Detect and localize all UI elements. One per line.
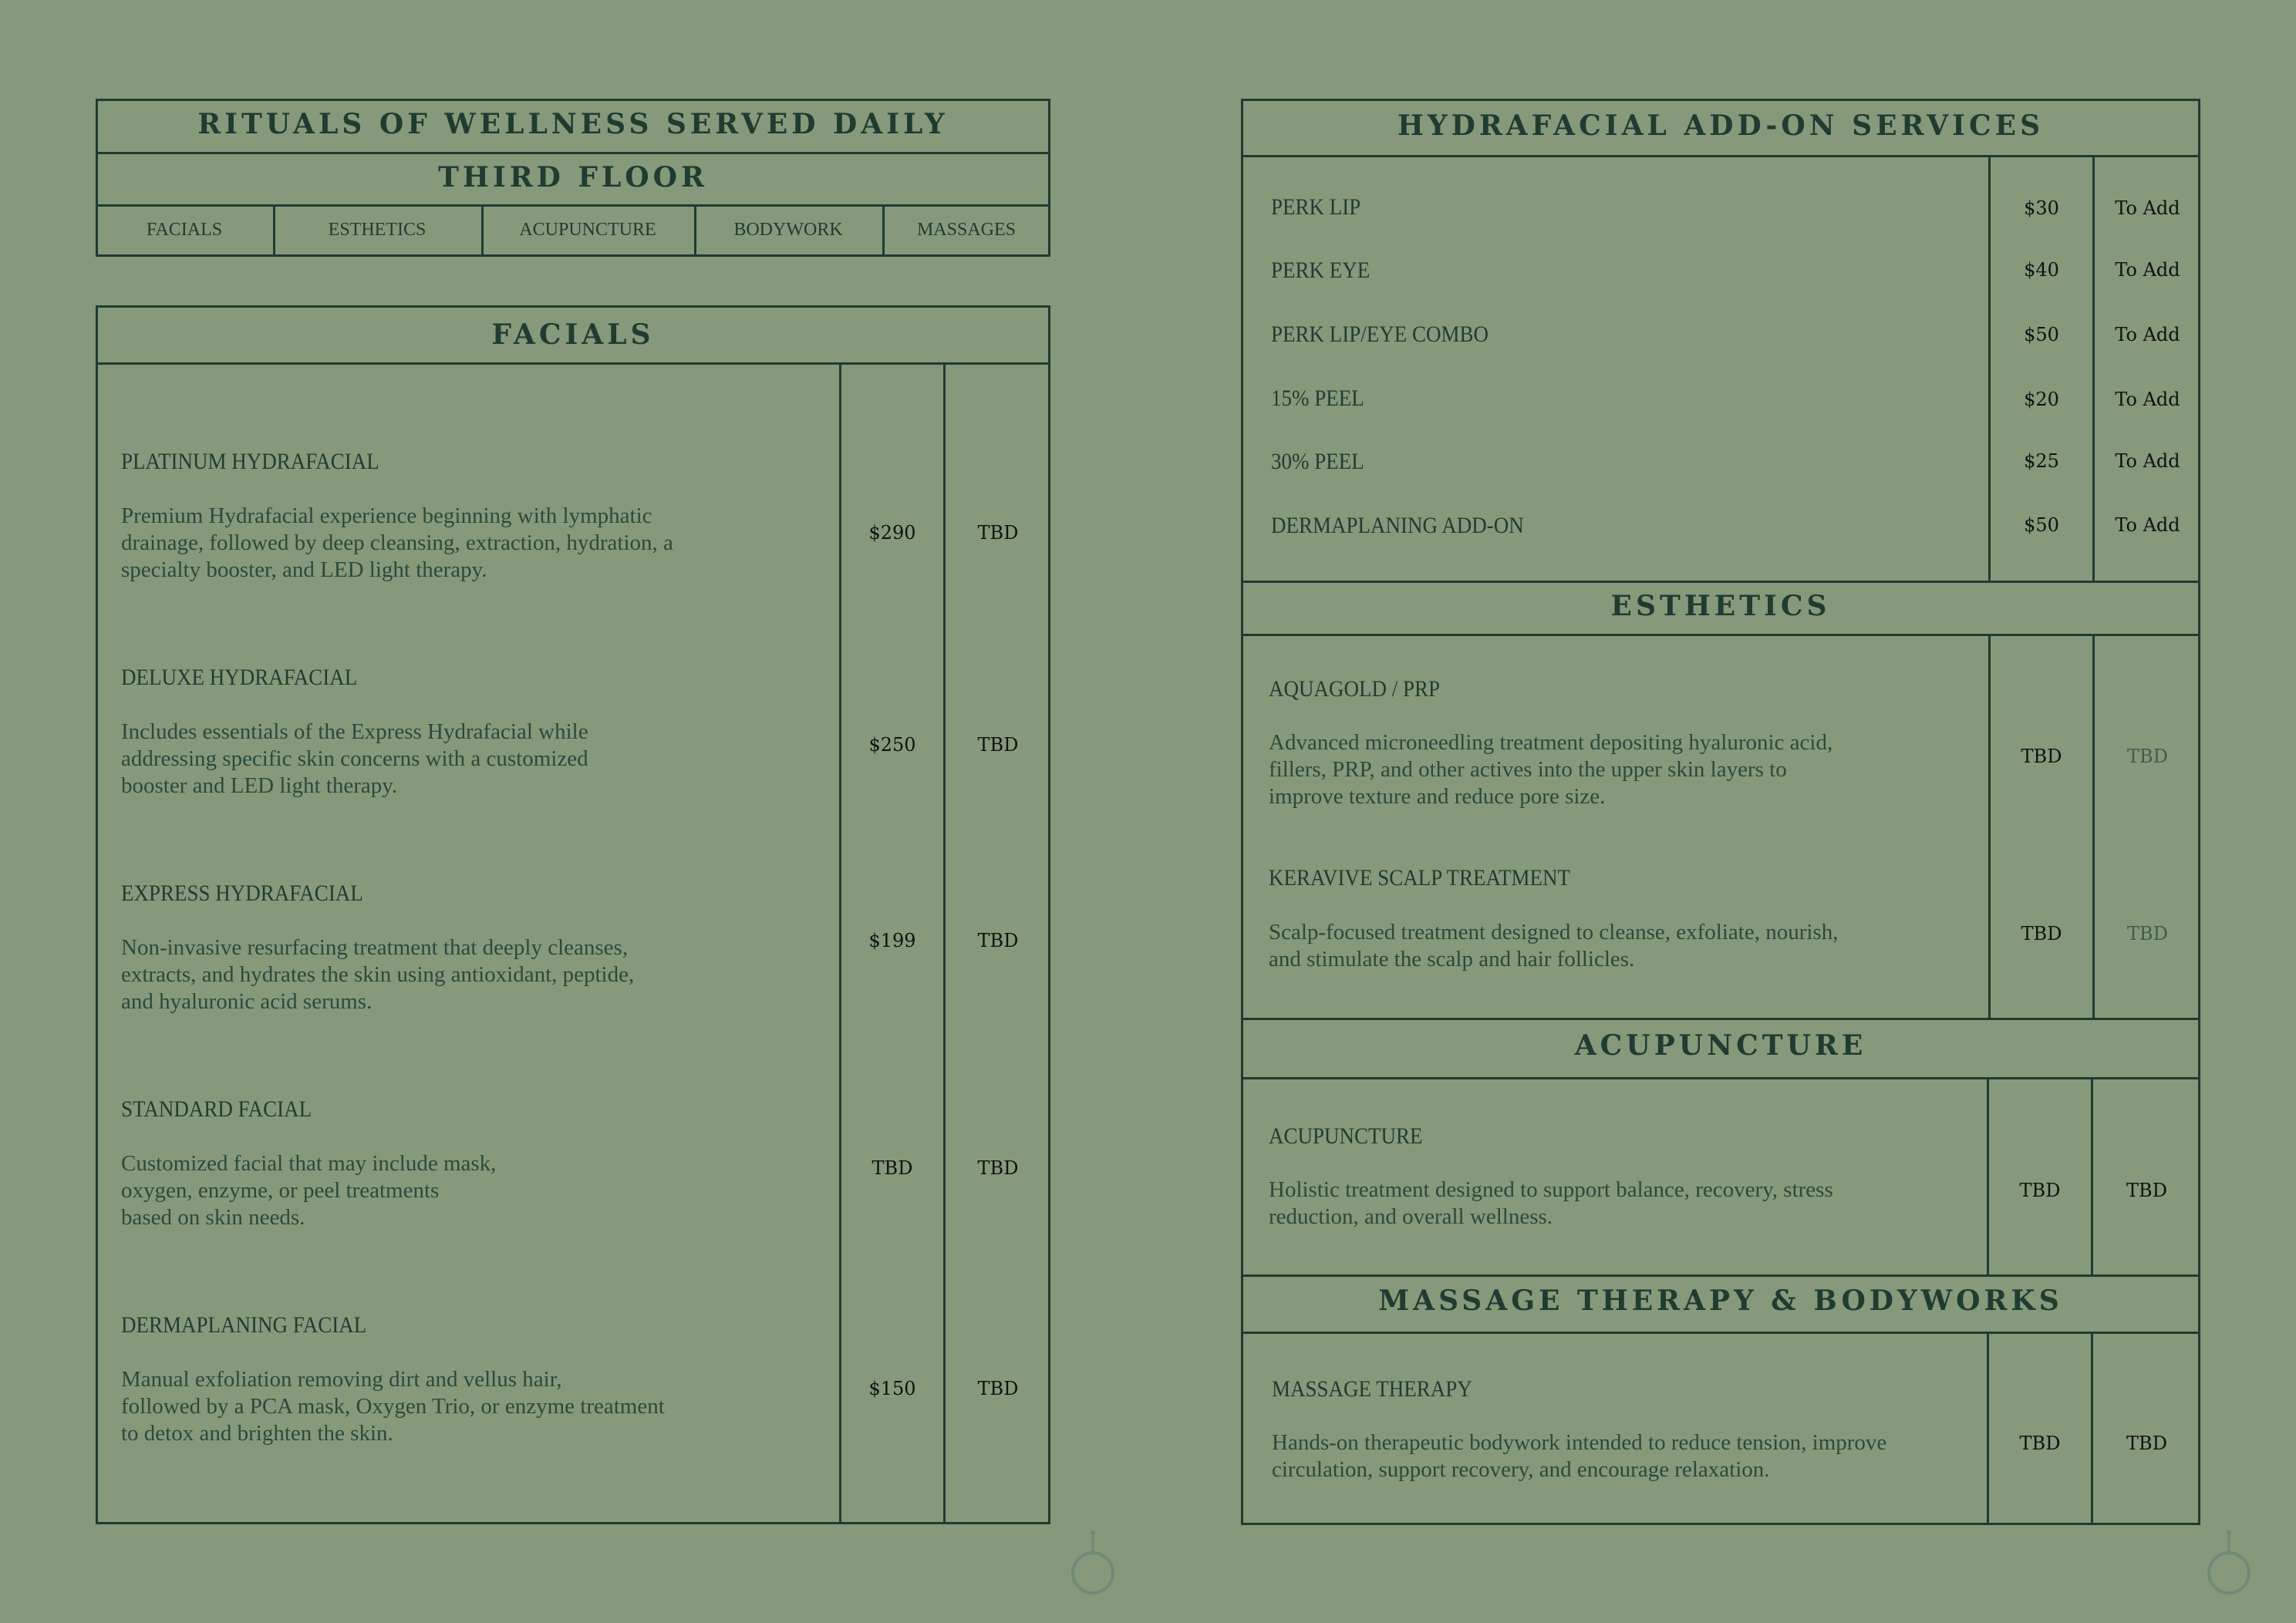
esthetics-title: ESTHETICS (1610, 590, 1831, 622)
facials-box (96, 305, 1050, 1524)
service-name: DELUXE HYDRAFACIAL (121, 665, 358, 690)
addons-title: HYDRAFACIAL ADD-ON SERVICES (1397, 109, 2045, 142)
banner-title: RITUALS OF WELLNESS SERVED DAILY (197, 108, 949, 140)
addon-action[interactable]: To Add (2115, 514, 2180, 536)
addon-price: $50 (2024, 324, 2059, 345)
floor-title: THIRD FLOOR (438, 161, 708, 194)
service-price: TBD (2019, 1433, 2061, 1454)
service-price: $290 (868, 522, 916, 544)
service-description: Premium Hydrafacial experience beginning with lymphatic drainage, followed by deep cleansing, extraction, hydration, a specialty booster, and LED light therapy. (121, 503, 673, 582)
addon-name: 30% PEEL (1271, 449, 1364, 474)
service-price: $199 (868, 930, 916, 951)
service-status: TBD (977, 1378, 1019, 1399)
service-description: Scalp-focused treatment designed to cleanse, exfoliate, nourish, and stimulate the scalp and hair follicles. (1269, 920, 1839, 971)
addon-name: PERK LIP/EYE COMBO (1271, 322, 1489, 347)
service-name: DERMAPLANING FACIAL (121, 1312, 367, 1338)
divider (96, 204, 1050, 207)
service-status: TBD (977, 930, 1019, 951)
service-price: TBD (872, 1157, 913, 1179)
addon-action[interactable]: To Add (2115, 197, 2180, 219)
nav-facials[interactable]: FACIALS (146, 220, 223, 240)
service-price: TBD (2021, 923, 2062, 945)
addon-price: $30 (2024, 197, 2059, 219)
service-status: TBD (2126, 1180, 2167, 1201)
service-description: Advanced microneedling treatment depositing hyaluronic acid, fillers, PRP, and other actives into the upper skin layers to improve texture and reduce pore size. (1269, 730, 1833, 809)
service-status: TBD (977, 522, 1019, 544)
service-description: Non-invasive resurfacing treatment that deeply cleanses, extracts, and hydrates the skin using antioxidant, peptide, and hyaluronic acid serums. (121, 935, 635, 1014)
addon-name: 15% PEEL (1271, 386, 1364, 411)
service-status: TBD (977, 1157, 1019, 1179)
addon-action[interactable]: To Add (2115, 324, 2180, 345)
acupuncture-title: ACUPUNCTURE (1574, 1029, 1867, 1062)
service-name: AQUAGOLD / PRP (1269, 676, 1441, 702)
ring-logo-icon (1066, 1530, 1120, 1596)
service-price: $250 (868, 734, 916, 756)
ring-logo-icon (2202, 1530, 2256, 1596)
facials-title: FACIALS (491, 318, 655, 351)
service-name: STANDARD FACIAL (121, 1096, 312, 1122)
service-price: TBD (2021, 746, 2062, 767)
service-status: TBD (2127, 746, 2168, 767)
service-name: EXPRESS HYDRAFACIAL (121, 881, 363, 906)
service-description: Manual exfoliation removing dirt and vellus hair, followed by a PCA mask, Oxygen Trio, or enzyme treatment to detox and brighten the skin. (121, 1367, 665, 1446)
addon-price: $20 (2024, 389, 2059, 410)
nav-esthetics[interactable]: ESTHETICS (328, 220, 426, 240)
addon-price: $40 (2024, 259, 2059, 281)
service-status: TBD (2126, 1433, 2167, 1454)
service-name: PLATINUM HYDRAFACIAL (121, 449, 379, 474)
service-price: TBD (2019, 1180, 2061, 1201)
service-name: KERAVIVE SCALP TREATMENT (1269, 865, 1571, 891)
service-status: TBD (2127, 923, 2168, 945)
massage-title: MASSAGE THERAPY & BODYWORKS (1378, 1285, 2063, 1317)
service-status: TBD (977, 734, 1019, 756)
service-description: Hands-on therapeutic bodywork intended to reduce tension, improve circulation, support recovery, and encourage relaxation. (1272, 1430, 1887, 1482)
addon-price: $50 (2024, 514, 2059, 536)
service-name: MASSAGE THERAPY (1272, 1376, 1472, 1402)
nav-bodywork[interactable]: BODYWORK (733, 220, 843, 240)
service-description: Customized facial that may include mask, oxygen, enzyme, or peel treatments based on skin needs. (121, 1151, 497, 1230)
divider (96, 152, 1050, 154)
addon-name: PERK LIP (1271, 194, 1361, 220)
service-description: Holistic treatment designed to support balance, recovery, stress reduction, and overall wellness. (1269, 1177, 1833, 1229)
addon-name: DERMAPLANING ADD-ON (1271, 513, 1524, 538)
nav-acupuncture[interactable]: ACUPUNCTURE (519, 220, 656, 240)
addon-action[interactable]: To Add (2115, 389, 2180, 410)
service-description: Includes essentials of the Express Hydrafacial while addressing specific skin concerns with a customized booster and LED light therapy. (121, 719, 588, 798)
addon-action[interactable]: To Add (2115, 259, 2180, 281)
nav-massages[interactable]: MASSAGES (916, 220, 1017, 240)
service-price: $150 (868, 1378, 916, 1399)
addon-price: $25 (2024, 450, 2059, 472)
addon-action[interactable]: To Add (2115, 450, 2180, 472)
addon-name: PERK EYE (1271, 258, 1371, 283)
service-name: ACUPUNCTURE (1269, 1123, 1423, 1149)
